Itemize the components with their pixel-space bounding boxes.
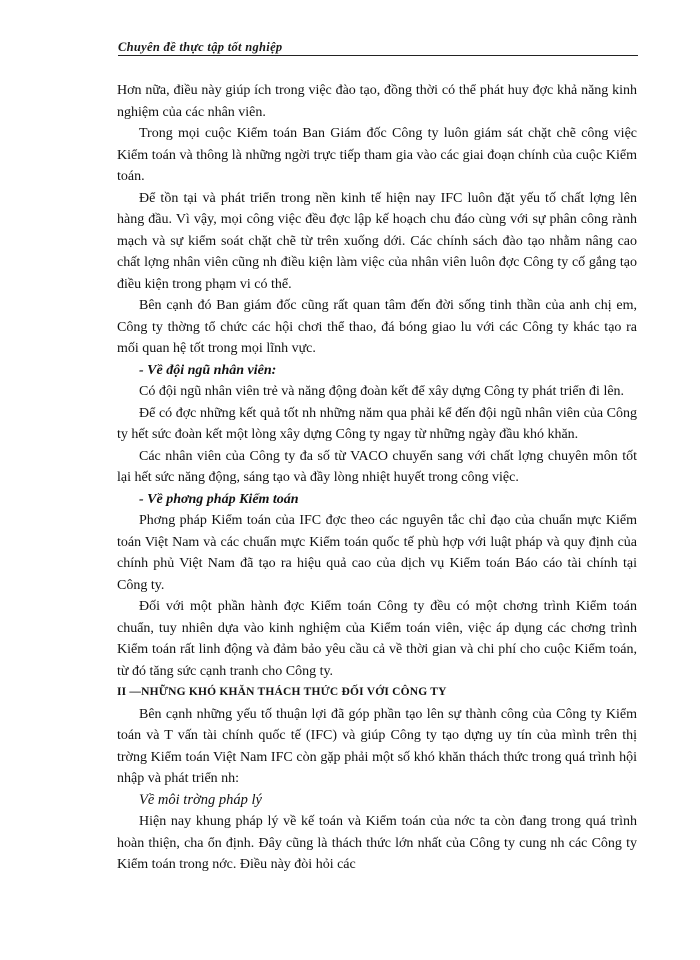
paragraph: Phơng pháp Kiểm toán của IFC đợc theo các nguyên tắc chỉ đạo của chuẩn mực Kiểm toán Việt Nam và các chuẩn mực Kiểm toán quốc tế phù hợp với luật pháp và quy định của chính phủ Việt Nam đã tạo ra hiệu quả cao của dịch vụ Kiểm toán Báo cáo tài chính tại Công ty. [117,513,637,593]
paragraph: Bên cạnh những yếu tố thuận lợi đã góp phần tạo lên sự thành công của Công ty Kiểm toán và T vấn tài chính quốc tế (IFC) và giúp Công ty tạo dựng uy tín của mình trên thị trờng Kiểm toán Việt Nam IFC còn gặp phải một số khó khăn thách thức trong quá trình hội nhập và phát triển nh: [117,706,637,786]
paragraph: Để tồn tại và phát triển trong nền kinh tế hiện nay IFC luôn đặt yếu tố chất lợng lên hàng đầu. Vì vậy, mọi công việc đều đợc lập kế hoạch chu đáo cùng với sự phân công rành mạch và sự kiểm soát chặt chẽ từ trên xuống dới. Các chính sách đào tạo nhằm nâng cao chất lợng nhân viên cũng nh điều kiện làm việc của nhân viên luôn đợc Công ty cố gắng tạo điều kiện trong phạm vi có thể. [117,190,637,292]
subheading-staff: - Về đội ngũ nhân viên: [139,362,277,378]
header-rule [118,55,638,56]
section-heading: II —NHỮNG KHÓ KHĂN THÁCH THỨC ĐỐI VỚI CÔNG TY [117,686,447,698]
paragraph: Đối với một phần hành đợc Kiểm toán Công ty đều có một chơng trình Kiểm toán chuẩn, tuy nhiên dựa vào kinh nghiệm của Kiểm toán viên, việc áp dụng các chơng trình Kiểm toán rất linh động và đảm bảo yêu cầu cả về thời gian và chi phí cho cuộc Kiểm toán, từ đó tăng sức cạnh tranh cho Công ty. [117,599,637,679]
page-header [118,38,638,58]
paragraph: Bên cạnh đó Ban giám đốc cũng rất quan tâm đến đời sống tinh thần của anh chị em, Công ty thờng tổ chức các hội chơi thể thao, đá bóng giao lu với các Công ty khác tạo ra mối quan hệ tốt trong mọi lĩnh vực. [117,298,637,356]
paragraph: Trong mọi cuộc Kiểm toán Ban Giám đốc Công ty luôn giám sát chặt chẽ công việc Kiểm toán và thông là những ngời trực tiếp tham gia vào các giai đoạn chính của cuộc Kiểm toán. [117,126,637,184]
paragraph: Các nhân viên của Công ty đa số từ VACO chuyển sang với chất lợng chuyên môn tốt lại hết sức năng động, sáng tạo và đầy lòng nhiệt huyết trong công việc. [117,448,637,485]
subheading-audit-method: - Về phơng pháp Kiểm toán [139,491,299,507]
paragraph: Hiện nay khung pháp lý về kế toán và Kiểm toán của nớc ta còn đang trong quá trình hoàn thiện, cha ổn định. Đây cũng là thách thức lớn nhất của Công ty cung nh các Công ty Kiểm toán trong nớc. Điều này đòi hỏi các [117,814,637,872]
paragraph: Để có đợc những kết quả tốt nh những năm qua phải kể đến đội ngũ nhân viên của Công ty hết sức đoàn kết một lòng xây dựng Công ty ngay từ những ngày đầu khó khăn. [117,405,637,442]
paragraph: Hơn nữa, điều này giúp ích trong việc đào tạo, đồng thời có thể phát huy đợc khả năng kinh nghiệm của các nhân viên. [117,83,637,120]
document-body [117,80,637,876]
paragraph: Có đội ngũ nhân viên trẻ và năng động đoàn kết để xây dựng Công ty phát triển đi lên. [139,384,625,399]
header-title: Chuyên đề thực tập tốt nghiệp [118,40,283,54]
subheading-legal-environment: Về môi trờng pháp lý [139,791,262,808]
